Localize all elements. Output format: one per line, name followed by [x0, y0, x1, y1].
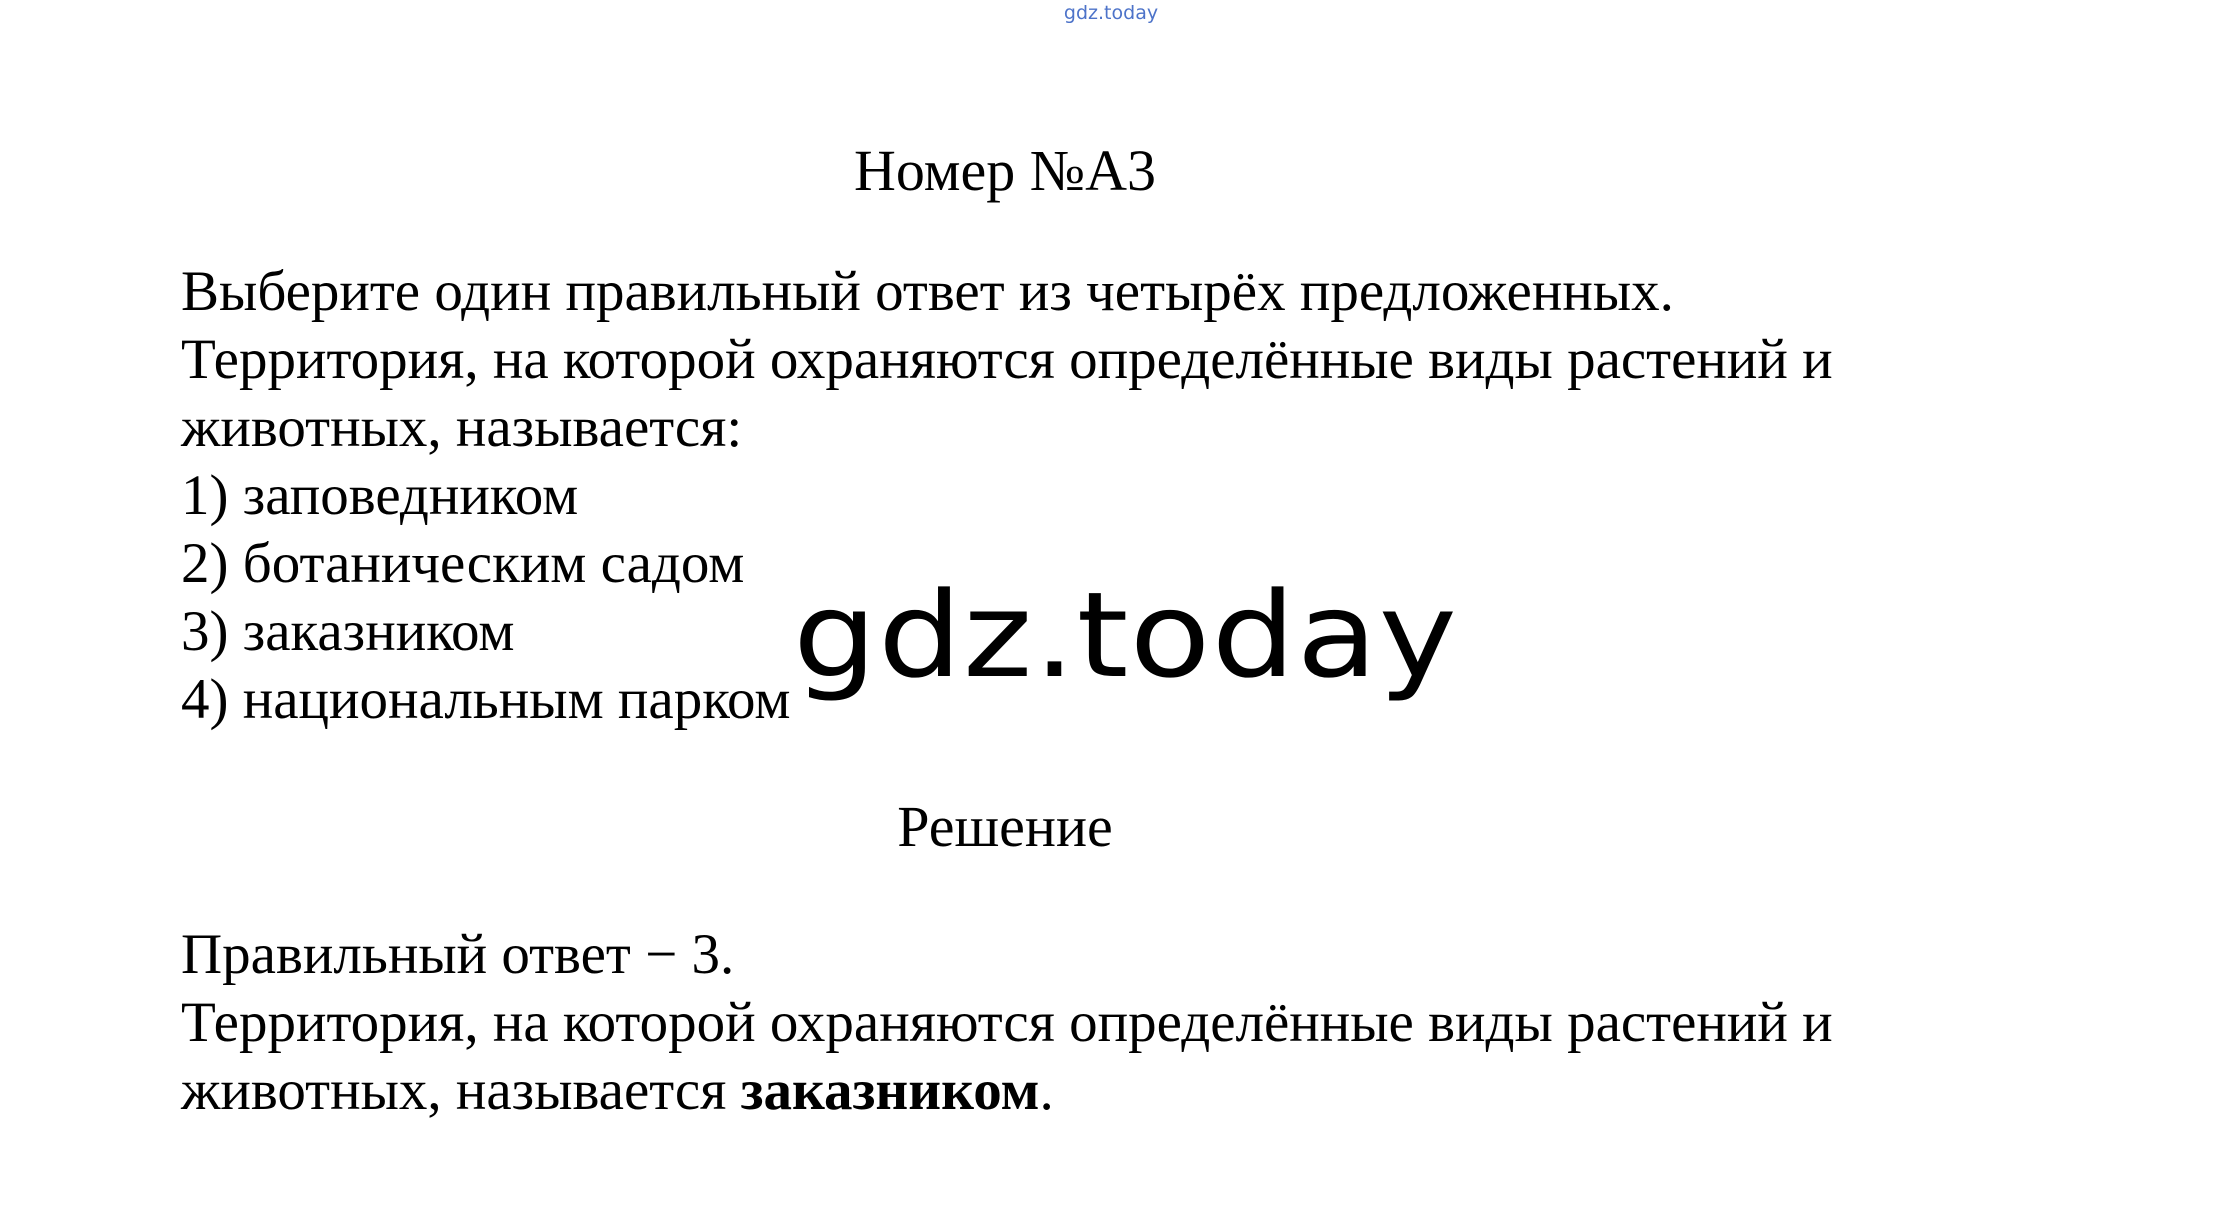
option-1: 1) заповедником: [181, 464, 579, 527]
option-3: 3) заказником: [181, 600, 515, 663]
answer-line-2: Территория, на которой охраняются определённые виды растений и: [181, 991, 1833, 1054]
option-2: 2) ботаническим садом: [181, 532, 745, 595]
answer-line-3: [181, 1057, 2081, 1125]
question-text-line-2: животных, называется:: [181, 396, 743, 459]
watermark-top[interactable]: gdz.today: [1063, 2, 1159, 24]
answer-term-bold: заказником: [740, 1059, 1040, 1122]
watermark-large: gdz.today: [793, 566, 1459, 704]
answer-line-1: Правильный ответ − 3.: [181, 923, 735, 986]
answer-line-3-prefix: животных, называется: [181, 1059, 741, 1122]
page-title: Номер №А3: [854, 138, 1156, 203]
question-text-line-1: Территория, на которой охраняются определённые виды растений и: [181, 328, 1833, 391]
answer-block: [181, 921, 2081, 1125]
option-4: 4) национальным парком: [181, 668, 791, 731]
question-instruction: Выберите один правильный ответ из четырёх предложенных.: [181, 260, 1674, 323]
answer-line-3-suffix: .: [1039, 1059, 1054, 1122]
solution-heading: Решение: [897, 794, 1113, 859]
